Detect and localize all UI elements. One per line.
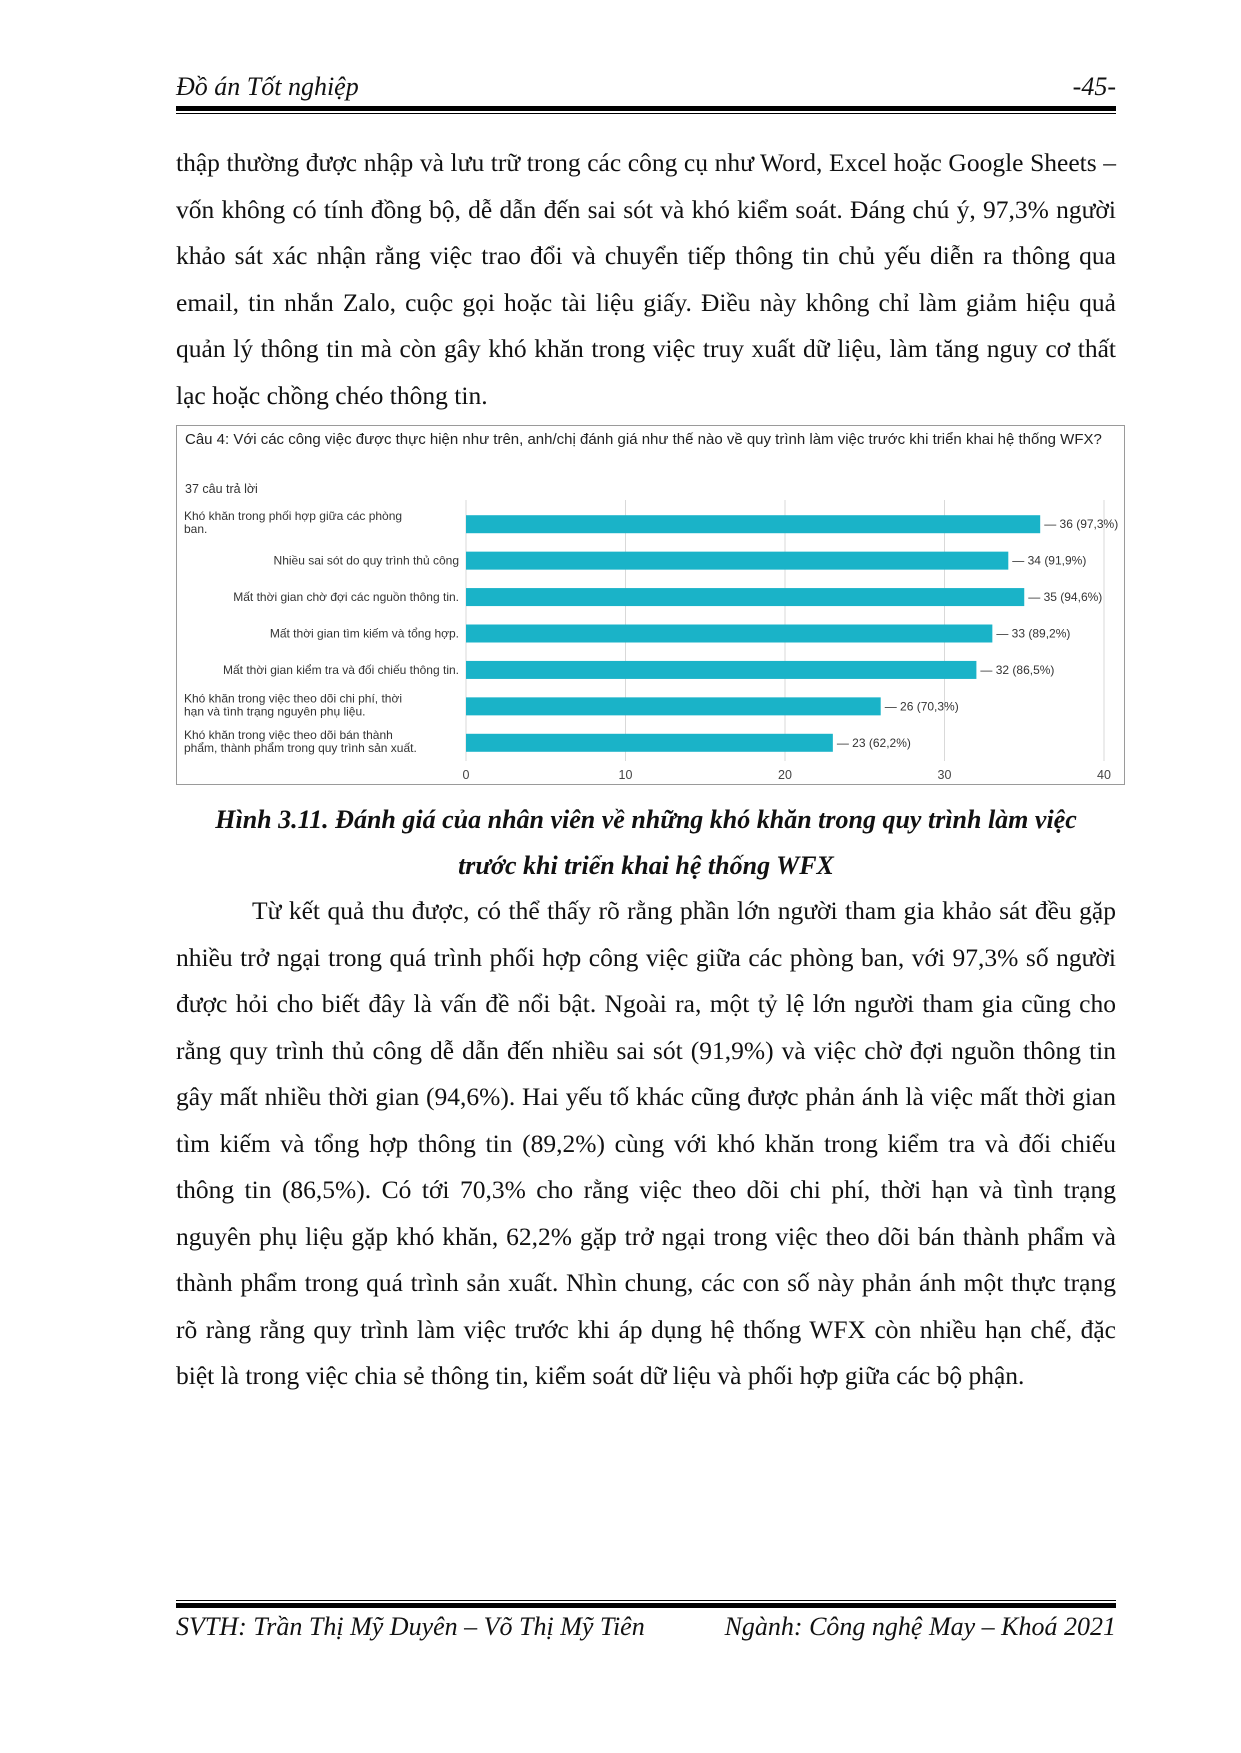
category-label [184, 691, 402, 718]
data-label: — 35 (94,6%) [1028, 590, 1103, 605]
data-label: — 34 (91,9%) [1012, 553, 1087, 568]
bar [466, 515, 1040, 533]
header-rule-thin [176, 113, 1116, 114]
page-footer [176, 1612, 1116, 1648]
category-label-line: hạn và tình trạng nguyên phụ liệu. [184, 704, 366, 719]
document-title: Đồ án Tốt nghiệp [176, 72, 359, 101]
figure-caption-line-2: trước khi triển khai hệ thống WFX [458, 851, 834, 880]
category-label-line: Khó khăn trong việc theo dõi chi phí, thời [184, 691, 403, 706]
header-rule [176, 106, 1116, 111]
bar [466, 625, 992, 643]
bar-chart [177, 426, 1124, 784]
category-label: Nhiều sai sót do quy trình thủ công [273, 553, 459, 568]
bar [466, 661, 976, 679]
data-label: — 23 (62,2%) [836, 735, 911, 750]
category-label-line: phẩm, thành phẩm trong quy trình sản xuất. [184, 740, 417, 755]
figure-caption-line-1: Hình 3.11. Đánh giá của nhân viên về những khó khăn trong quy trình làm việc [215, 805, 1077, 834]
body-paragraph-1: thập thường được nhập và lưu trữ trong các công cụ như Word, Excel hoặc Google Sheets – vốn không có tính đồng bộ, dễ dẫn đến sai sót và khó kiểm soát. Đáng chú ý, 97,3% người khảo sát xác nhận rằng việc trao đổi và chuyển tiếp thông tin chủ yếu diễn ra thông qua email, tin nhắn Zalo, cuộc gọi hoặc tài liệu giấy. Điều này không chỉ làm giảm hiệu quả quản lý thông tin mà còn gây khó khăn trong việc truy xuất dữ liệu, làm tăng nguy cơ thất lạc hoặc chồng chéo thông tin. [176, 148, 1116, 410]
body-paragraph-2: Từ kết quả thu được, có thể thấy rõ rằng phần lớn người tham gia khảo sát đều gặp nhiều trở ngại trong quá trình phối hợp công việc giữa các phòng ban, với 97,3% số người được hỏi cho biết đây là vấn đề nổi bật. Ngoài ra, một tỷ lệ lớn người tham gia cũng cho rằng quy trình thủ công dễ dẫn đến nhiều sai sót (91,9%) và việc chờ đợi nguồn thông tin gây mất nhiều thời gian (94,6%). Hai yếu tố khác cũng được phản ánh là việc mất thời gian tìm kiếm và tổng hợp thông tin (89,2%) cùng với khó khăn trong kiểm tra và đối chiếu thông tin (86,5%). Có tới 70,3% cho rằng việc theo dõi chi phí, thời hạn và tình trạng nguyên phụ liệu gặp khó khăn, 62,2% gặp trở ngại trong việc theo dõi bán thành phẩm và thành phẩm trong quá trình sản xuất. Nhìn chung, các con số này phản ánh một thực trạng rõ ràng rằng quy trình làm việc trước khi áp dụng hệ thống WFX còn nhiều hạn chế, đặc biệt là trong việc chia sẻ thông tin, kiểm soát dữ liệu và phối hợp giữa các bộ phận. [176, 896, 1116, 1390]
x-tick-label: 20 [778, 768, 792, 782]
bar [466, 588, 1024, 606]
page-header [176, 72, 1116, 108]
category-label-line: ban. [184, 522, 208, 537]
footer-program: Ngành: Công nghệ May – Khoá 2021 [724, 1612, 1116, 1641]
bar [466, 734, 833, 752]
page-number: -45- [1072, 72, 1116, 101]
x-tick-label: 40 [1097, 768, 1111, 782]
data-label: — 26 (70,3%) [884, 699, 959, 714]
category-label [184, 728, 417, 755]
x-tick-label: 10 [618, 768, 633, 782]
chart-question: Câu 4: Với các công việc được thực hiện như trên, anh/chị đánh giá như thế nào về quy trình làm việc trước khi triển khai hệ thống WFX? [185, 431, 1102, 448]
footer-rule-thin [176, 1600, 1116, 1601]
x-tick-label: 0 [462, 768, 470, 782]
category-label-line: Khó khăn trong việc theo dõi bán thành [184, 727, 393, 742]
bar [466, 552, 1008, 570]
category-label: Mất thời gian tìm kiếm và tổng hợp. [269, 626, 459, 641]
category-label: Mất thời gian chờ đợi các nguồn thông tin. [233, 590, 459, 605]
footer-rule [176, 1603, 1116, 1608]
bar [466, 697, 881, 715]
footer-authors: SVTH: Trần Thị Mỹ Duyên – Võ Thị Mỹ Tiên [176, 1612, 645, 1641]
category-label-line: Khó khăn trong phối hợp giữa các phòng [184, 509, 403, 524]
data-label: — 32 (86,5%) [980, 662, 1055, 677]
x-tick-label: 30 [937, 768, 952, 782]
data-label: — 33 (89,2%) [996, 626, 1071, 641]
category-label [184, 509, 402, 536]
category-label: Mất thời gian kiểm tra và đối chiếu thông tin. [223, 662, 459, 677]
response-count: 37 câu trả lời [185, 482, 258, 496]
survey-chart [176, 425, 1125, 785]
data-label: — 36 (97,3%) [1044, 517, 1119, 532]
